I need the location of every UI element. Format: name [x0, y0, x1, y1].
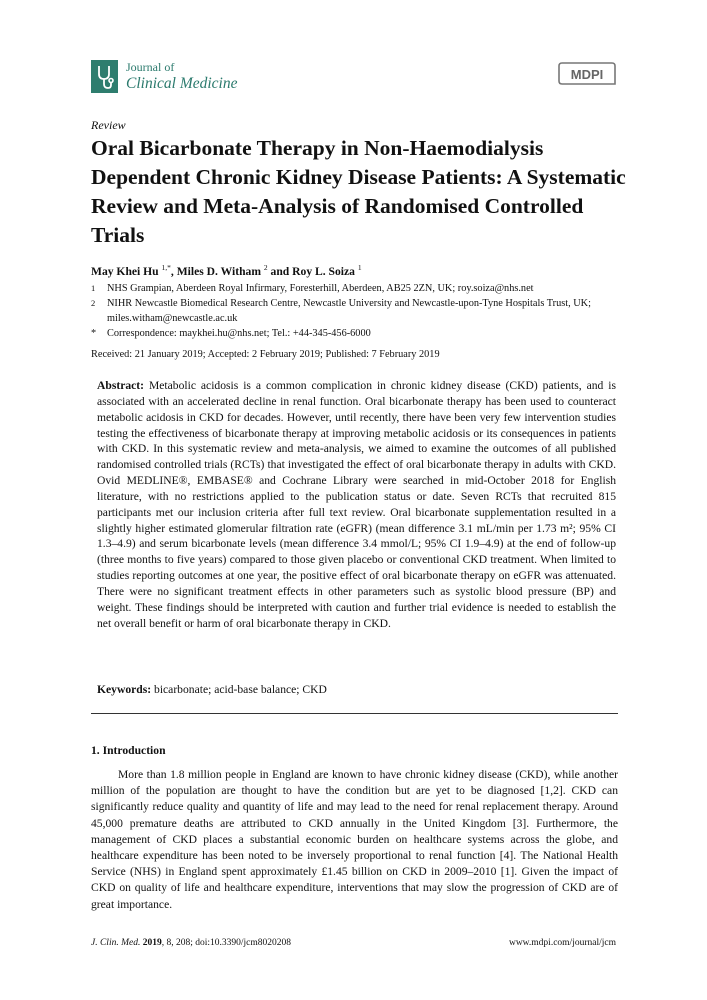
journal-url-link[interactable]: www.mdpi.com/journal/jcm [508, 938, 616, 948]
affiliation-mark: * [91, 328, 97, 339]
affiliations [91, 281, 626, 341]
affiliation-text: NHS Grampian, Aberdeen Royal Infirmary, Foresterhill, Aberdeen, AB25 2ZN, UK; roy.soiza@nhs.net [107, 283, 534, 294]
citation-footer [91, 938, 291, 948]
journal-name [126, 61, 237, 92]
keywords-label: Keywords: [97, 683, 152, 696]
footer-volume-doi: , 8, 208; doi:10.3390/jcm8020208 [161, 938, 292, 948]
author-affiliation-mark: 1,* [161, 263, 171, 272]
abstract-label: Abstract: [97, 379, 145, 392]
journal-logo[interactable] [91, 60, 237, 93]
affiliation-mark: 2 [91, 298, 96, 308]
author-affiliation-mark: 2 [263, 263, 268, 272]
affiliation-item [91, 296, 626, 326]
introduction-paragraph: More than 1.8 million people in England are known to have chronic kidney disease (CKD), while another million of the population are thought to have the condition but are yet to be diagnosed [1,2]. CKD can significantly reduce quality and quantity of life and may lead to the need for renal replacement therapy. Around 45,000 premature deaths are attributed to CKD annually in the United Kingdom [3]. Furthermore, the management of CKD places a substantial economic burden on healthcare systems across the globe, and healthcare expenditure has been noted to be inversely proportional to renal function [4]. The National Health Service (NHS) in England spent approximately £1.45 billion on CKD in 2009–2010 [1]. Given the impact of CKD on quality of life and healthcare expenditure, interventions that may slow the progression of CKD are of great importance. [91, 768, 618, 911]
mdpi-logo[interactable] [558, 62, 616, 90]
publication-dates: Received: 21 January 2019; Accepted: 2 February 2019; Published: 7 February 2019 [91, 349, 440, 360]
keywords [97, 683, 327, 696]
article-title: Oral Bicarbonate Therapy in Non-Haemodialysis Dependent Chronic Kidney Disease Patients: A Systematic Review and Meta-Analysis of Randomised Controlled Trials [91, 136, 626, 247]
journal-name-line1: Journal of [126, 60, 175, 75]
author-separator: , [170, 264, 177, 278]
journal-name-line2: Clinical Medicine [126, 74, 238, 92]
author-name[interactable]: May Khei Hu [91, 264, 159, 278]
section-divider [91, 713, 618, 714]
affiliation-mark: 1 [91, 283, 96, 293]
author-name[interactable]: Miles D. Witham [176, 264, 261, 278]
author-separator: and [267, 264, 293, 278]
abstract [97, 378, 616, 632]
affiliation-item [91, 281, 626, 296]
stethoscope-icon [91, 60, 118, 93]
abstract-text: Metabolic acidosis is a common complication in chronic kidney disease (CKD) patients, and is associated with an accelerated decline in renal function. Oral bicarbonate therapy has been used to counteract metabolic acidosis in CKD for decades. However, until recently, there have been very few intervention studies testing the effectiveness of bicarbonate therapy at improving metabolic acidosis or its consequences in patients with CKD. In this systematic review and meta-analysis, we aimed to examine the outcomes of all published randomised controlled trials (RCTs) that investigated the effect of oral bicarbonate therapy in adults with CKD. Ovid MEDLINE®, EMBASE® and Cochrane Library were searched in mid-October 2018 for English literature, with no restrictions applied to the publication status or date. Seven RCTs that recruited 815 participants met our inclusion criteria after full text review. Oral bicarbonate supplementation resulted in a slightly higher estimated glomerular filtration rate (eGFR) (mean difference 3.1 mL/min per 1.73 m²; 95% CI 1.3–4.9) and serum bicarbonate levels (mean difference 3.4 mmol/L; 95% CI 1.9–4.9) at the end of follow-up (three months to five years) compared to those given placebo or conventional CKD treatment. When limited to studies reporting outcomes at one year, the positive effect of oral bicarbonate therapy on eGFR was attenuated. There were no significant treatment effects in other parameters such as systolic blood pressure (BP) and weight. These findings should be interpreted with caution and further trial evidence is needed to establish the net overall benefit or harm of oral bicarbonate therapy in CKD. [97, 379, 616, 630]
mdpi-logo-text: MDPI [570, 67, 604, 82]
correspondence-text: Correspondence: maykhei.hu@nhs.net; Tel.: +44-345-456-6000 [107, 328, 371, 339]
author-affiliation-mark: 1 [357, 263, 362, 272]
author-list [91, 263, 362, 278]
article-type: Review [91, 118, 126, 132]
footer-year: 2019 [142, 938, 162, 948]
affiliation-item [91, 326, 626, 341]
author-name[interactable]: Roy L. Soiza [292, 264, 355, 278]
keywords-text: bicarbonate; acid-base balance; CKD [154, 683, 327, 696]
footer-journal-abbrev: J. Clin. Med. [91, 938, 141, 948]
section-heading: 1. Introduction [91, 744, 166, 757]
affiliation-text: NIHR Newcastle Biomedical Research Centre, Newcastle University and Newcastle-upon-Tyne Hospitals Trust, UK; miles.witham@newcastle.ac.uk [107, 298, 591, 324]
